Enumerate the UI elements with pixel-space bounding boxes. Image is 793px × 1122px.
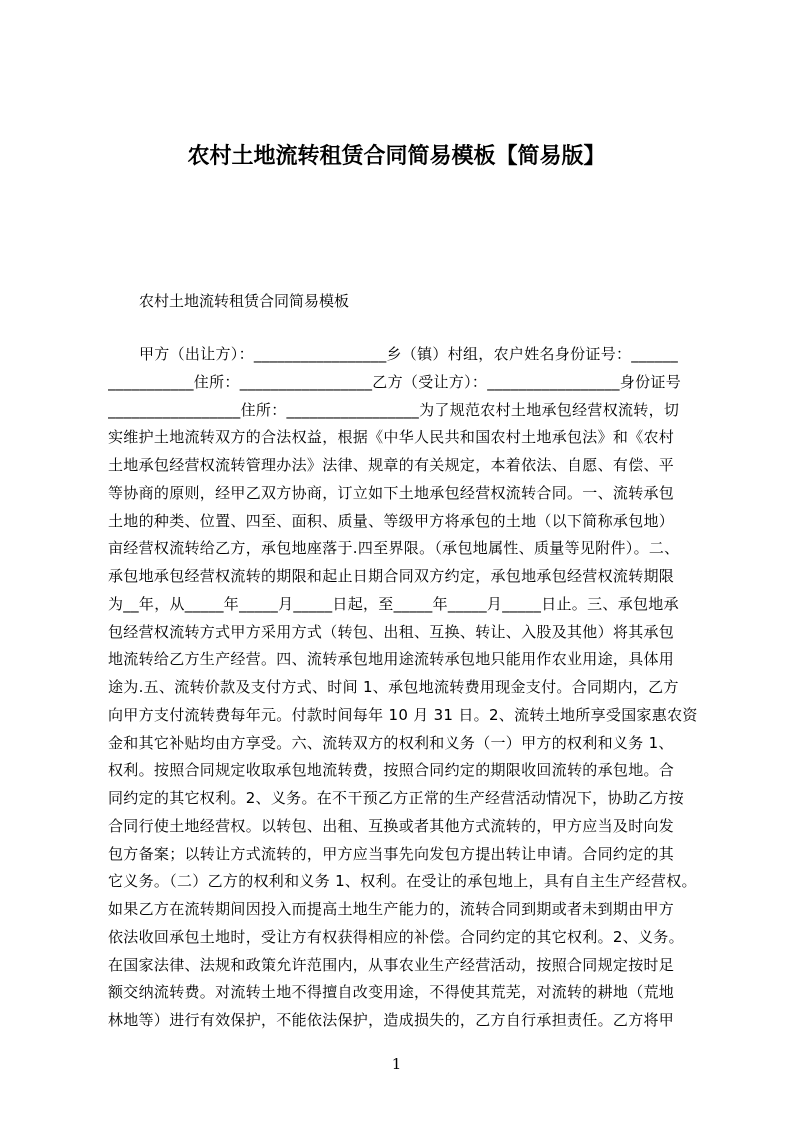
body-line: 实维护土地流转双方的合法权益，根据《中华人民共和国农村土地承包法》和《农村 (108, 428, 675, 447)
body-line: 承包地承包经营权流转的期限和起止日期合同双方约定，承包地承包经营权流转期限 (108, 567, 675, 585)
body-line: ___________住所：_________________乙方（受让方）：_________________身份证号 (108, 372, 682, 391)
body-line: 在国家法律、法规和政策允许范围内，从事农业生产经营活动，按照合同规定按时足 (108, 955, 675, 974)
body-line: 甲方（出让方）：_________________乡（镇）村组，农户姓名身份证号：______ (139, 345, 679, 363)
body-line: 金和其它补贴均由方享受。六、流转双方的权利和义务（一）甲方的权利和义务 1、 (108, 733, 674, 752)
body-line: 为__年，从_____年_____月_____日起，至_____年_____月_____日止。三、承包地承 (108, 594, 679, 613)
body-line: 合同行使土地经营权。以转包、出租、互换或者其他方式流转的，甲方应当及时向发 (108, 816, 675, 835)
body-line: _________________住所：_________________为了规范农村土地承包经营权流转，切 (108, 400, 680, 419)
body-line: 土地承包经营权流转管理办法》法律、规章的有关规定，本着依法、自愿、有偿、平 (108, 456, 675, 474)
body-line: 它义务。（二）乙方的权利和义务 1、权利。在受让的承包地上，具有自主生产经营权。 (108, 872, 697, 891)
document-title: 农村土地流转租赁合同简易模板【简易版】 (187, 144, 606, 169)
body-line: 包方备案；以转让方式流转的，甲方应当事先向发包方提出转让申请。合同约定的其 (108, 844, 675, 863)
body-line: 土地的种类、位置、四至、面积、质量、等级甲方将承包的土地（以下简称承包地） (108, 511, 675, 530)
body-line: 途为.五、流转价款及支付方式、时间 1、承包地流转费用现金支付。合同期内，乙方 (108, 678, 679, 696)
body-line: 地流转给乙方生产经营。四、流转承包地用途流转承包地只能用作农业用途，具体用 (108, 650, 675, 669)
body-line: 亩经营权流转给乙方，承包地座落于.四至界限。（承包地属性、质量等见附件）。二、 (108, 539, 680, 558)
body-line: 同约定的其它权利。2、义务。在不干预乙方正常的生产经营活动情况下，协助乙方按 (108, 789, 684, 807)
body-line: 包经营权流转方式甲方采用方式（转包、出租、互换、转让、入股及其他）将其承包 (108, 622, 675, 641)
body-line: 如果乙方在流转期间因投入而提高土地生产能力的，流转合同到期或者未到期由甲方 (108, 900, 675, 918)
page-number: 1 (391, 1055, 402, 1073)
body-line: 向甲方支付流转费每年元。付款时间每年 10 月 31 日。2、流转土地所享受国家惠农资 (108, 705, 698, 724)
body-line: 林地等）进行有效保护，不能依法保护，造成损失的，乙方自行承担责任。乙方将甲 (108, 1011, 675, 1029)
body-line: 等协商的原则，经甲乙双方协商，订立如下土地承包经营权流转合同。一、流转承包 (108, 483, 675, 502)
contract-body (108, 341, 698, 1035)
document-subtitle: 农村土地流转租赁合同简易模板 (139, 292, 350, 310)
body-line: 额交纳流转费。对流转土地不得擅自改变用途，不得使其荒芜，对流转的耕地（荒地 (108, 983, 675, 1002)
body-line: 依法收回承包土地时，受让方有权获得相应的补偿。合同约定的其它权利。2、义务。 (108, 927, 684, 946)
body-line: 权利。按照合同规定收取承包地流转费，按照合同约定的期限收回流转的承包地。合 (108, 761, 675, 780)
